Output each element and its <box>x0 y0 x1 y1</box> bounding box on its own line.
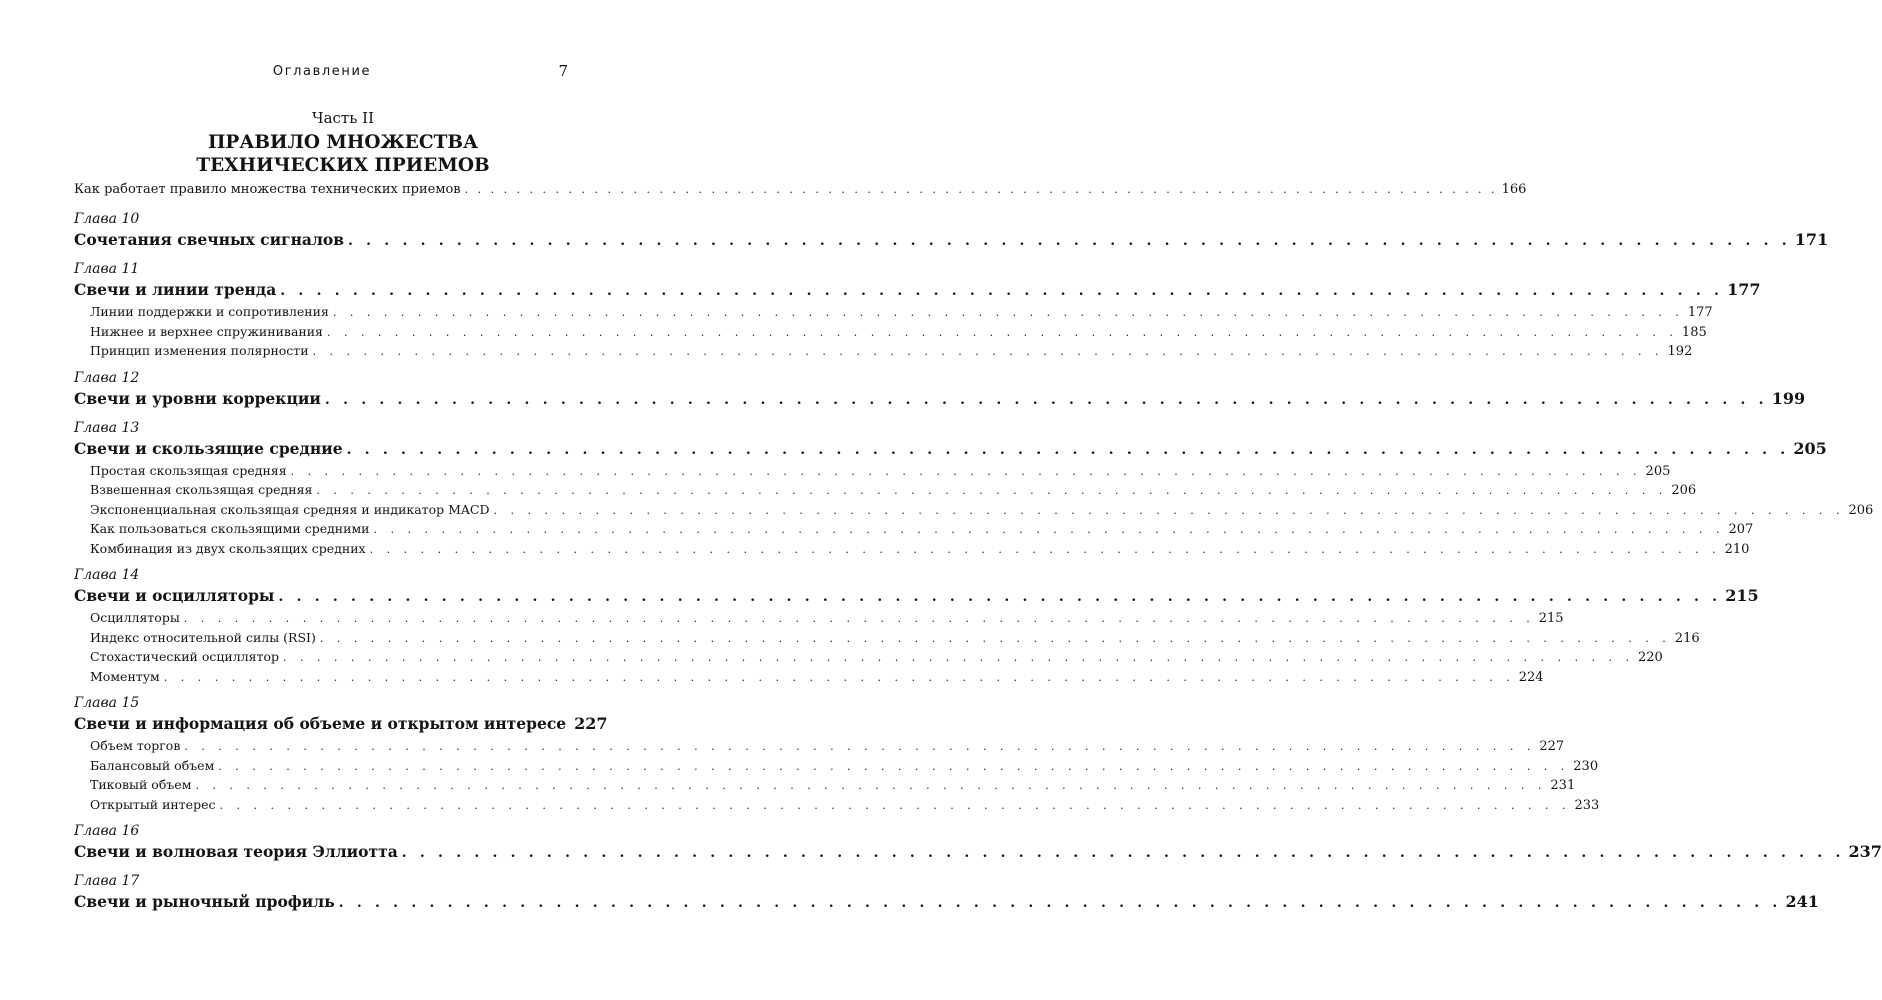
chapter-title: Свечи и осцилляторы <box>74 586 275 605</box>
dot-leader: . . . . . . . . . . . . . . . . . . . . . . . . . . . . . . . . . . . . . . . . . . . . . . . . . . . . . . . . . . . . . . . . . . . . . . . . . . . . . . . . <box>493 503 1845 517</box>
section-page: 207 <box>1728 522 1754 537</box>
section-title: Стохастический осциллятор <box>90 649 279 664</box>
section-page: 185 <box>1681 324 1707 340</box>
section-entry[interactable] <box>74 461 1671 481</box>
dot-leader: . . . . . . . . . . . . . . . . . . . . . . . . . . . . . . . . . . . . . . . . . . . . . . . . . . . . . . . . . . . . . . . . . . . . . . . . . . . . . . . . <box>195 779 1547 792</box>
section-entry[interactable] <box>74 667 1544 687</box>
section-entry[interactable] <box>74 608 1564 628</box>
chapter-page: 199 <box>1771 388 1806 408</box>
dot-leader: . . . . . . . . . . . . . . . . . . . . . . . . . . . . . . . . . . . . . . . . . . . . . . . . . . . . . . . . . . . . . . . . . . . . . . . . . . . . . . . . <box>290 464 1642 478</box>
dot-leader: . . . . . . . . . . . . . . . . . . . . . . . . . . . . . . . . . . . . . . . . . . . . . . . . . . . . . . . . . . . . . . . . . . . . . . . . . . . . . . . . <box>464 183 1498 196</box>
table-of-contents <box>74 180 1882 922</box>
chapter-title: Свечи и информация об объеме и открытом интересе <box>74 714 567 733</box>
section-entry[interactable] <box>74 795 1600 815</box>
chapter-title: Свечи и скользящие средние <box>74 438 343 458</box>
chapter-title: Свечи и рыночный профиль <box>74 892 335 911</box>
section-title: Как пользоваться скользящими средними <box>90 521 370 536</box>
dot-leader: . . . . . . . . . . . . . . . . . . . . . . . . . . . . . . . . . . . . . . . . . . . . . . . . . . . . . . . . . . . . . . . . . . . . . . . . . . . . . . . . <box>312 345 1664 358</box>
chapter-entry[interactable] <box>74 228 1829 252</box>
section-page: 220 <box>1637 650 1663 665</box>
section-entry[interactable] <box>74 480 1697 500</box>
chapter-label: Глава 13 <box>74 419 140 436</box>
dot-leader: . . . . . . . . . . . . . . . . . . . . . . . . . . . . . . . . . . . . . . . . . . . . . . . . . . . . . . . . . . . . . . . . . . . . . . . . . . . . . . . . <box>348 233 1791 249</box>
chapter-block <box>74 210 1829 252</box>
section-title: Открытый интерес <box>90 796 216 812</box>
dot-leader: . . . . . . . . . . . . . . . . . . . . . . . . . . . . . . . . . . . . . . . . . . . . . . . . . . . . . . . . . . . . . . . . . . . . . . . . . . . . . . . . <box>218 759 1570 773</box>
chapter-label: Глава 10 <box>74 211 140 227</box>
part-label: Часть II <box>311 109 375 127</box>
chapter-page: 215 <box>1725 586 1759 605</box>
section-title: Тиковый объем <box>90 777 192 792</box>
dot-leader: . . . . . . . . . . . . . . . . . . . . . . . . . . . . . . . . . . . . . . . . . . . . . . . . . . . . . . . . . . . . . . . . . . . . . . . . . . . . . . . . <box>332 306 1684 319</box>
section-entry[interactable] <box>74 341 1693 361</box>
dot-leader: . . . . . . . . . . . . . . . . . . . . . . . . . . . . . . . . . . . . . . . . . . . . . . . . . . . . . . . . . . . . . . . . . . . . . . . . . . . . . . . . <box>326 325 1678 339</box>
section-entry[interactable] <box>74 322 1707 342</box>
page-header <box>74 64 570 86</box>
section-entry[interactable] <box>74 736 1565 756</box>
chapter-title: Свечи и волновая теория Эллиотта <box>74 842 398 861</box>
section-entry[interactable] <box>74 647 1663 667</box>
section-entry[interactable] <box>74 756 1599 776</box>
chapter-entry[interactable] <box>74 584 1759 608</box>
chapter-block <box>74 260 1761 361</box>
part-heading <box>0 108 686 177</box>
chapter-page: 205 <box>1793 438 1827 458</box>
dot-leader: . . . . . . . . . . . . . . . . . . . . . . . . . . . . . . . . . . . . . . . . . . . . . . . . . . . . . . . . . . . . . . . . . . . . . . . . . . . . . . . . <box>369 542 1721 556</box>
part-title: ПРАВИЛО МНОЖЕСТВА ТЕХНИЧЕСКИХ ПРИЕМОВ <box>196 132 490 176</box>
dot-leader: . . . . . . . . . . . . . . . . . . . . . . . . . . . . . . . . . . . . . . . . . . . . . . . . . . . . . . . . . . . . . . . . . . . . . . . . . . . . . . . . <box>401 845 1845 861</box>
dot-leader: . . . . . . . . . . . . . . . . . . . . . . . . . . . . . . . . . . . . . . . . . . . . . . . . . . . . . . . . . . . . . . . . . . . . . . . . . . . . . . . . <box>184 740 1536 753</box>
section-page: 224 <box>1518 669 1544 685</box>
section-title: Нижнее и верхнее спружинивания <box>90 323 323 339</box>
section-title: Объем торгов <box>90 738 181 753</box>
chapter-block <box>74 369 1806 411</box>
dot-leader: . . . . . . . . . . . . . . . . . . . . . . . . . . . . . . . . . . . . . . . . . . . . . . . . . . . . . . . . . . . . . . . . . . . . . . . . . . . . . . . . <box>183 612 1535 625</box>
section-title: Осцилляторы <box>90 610 180 625</box>
dot-leader: . . . . . . . . . . . . . . . . . . . . . . . . . . . . . . . . . . . . . . . . . . . . . . . . . . . . . . . . . . . . . . . . . . . . . . . . . . . . . . . . <box>338 895 1782 911</box>
chapter-label: Глава 15 <box>74 695 140 711</box>
chapter-block <box>74 566 1759 686</box>
chapter-page: 171 <box>1794 230 1829 249</box>
chapter-entry[interactable] <box>74 278 1761 302</box>
chapter-block <box>74 419 1874 559</box>
section-entry[interactable] <box>74 775 1576 795</box>
dot-leader: . . . . . . . . . . . . . . . . . . . . . . . . . . . . . . . . . . . . . . . . . . . . . . . . . . . . . . . . . . . . . . . . . . . . . . . . . . . . . . . . <box>282 651 1634 664</box>
chapter-entry[interactable] <box>74 890 1819 914</box>
dot-leader: . . . . . . . . . . . . . . . . . . . . . . . . . . . . . . . . . . . . . . . . . . . . . . . . . . . . . . . . . . . . . . . . . . . . . . . . . . . . . . . . <box>278 589 1722 605</box>
page-number: 7 <box>558 62 568 80</box>
chapter-page: 177 <box>1727 280 1761 299</box>
dot-leader: . . . . . . . . . . . . . . . . . . . . . . . . . . . . . . . . . . . . . . . . . . . . . . . . . . . . . . . . . . . . . . . . . . . . . . . . . . . . . . . . <box>324 391 1768 408</box>
chapter-page: 237 <box>1848 842 1882 861</box>
section-page: 231 <box>1550 778 1576 793</box>
section-entry[interactable] <box>74 539 1750 559</box>
toc-entry-page: 166 <box>1501 182 1527 197</box>
section-title: Экспоненциальная скользящая средняя и индикатор MACD <box>90 501 490 517</box>
dot-leader: . . . . . . . . . . . . . . . . . . . . . . . . . . . . . . . . . . . . . . . . . . . . . . . . . . . . . . . . . . . . . . . . . . . . . . . . . . . . . . . . <box>373 523 1725 536</box>
section-entry[interactable] <box>74 519 1754 539</box>
chapter-label: Глава 17 <box>74 873 140 889</box>
dot-leader: . . . . . . . . . . . . . . . . . . . . . . . . . . . . . . . . . . . . . . . . . . . . . . . . . . . . . . . . . . . . . . . . . . . . . . . . . . . . . . . . <box>319 631 1671 645</box>
toc-entry-title: Как работает правило множества технических приемов <box>74 182 461 197</box>
chapter-title: Сочетания свечных сигналов <box>74 230 345 249</box>
chapter-entry[interactable] <box>74 840 1882 864</box>
section-title: Балансовый объем <box>90 757 215 773</box>
section-page: 230 <box>1573 758 1599 774</box>
chapter-entry[interactable] <box>74 712 608 736</box>
section-page: 192 <box>1667 344 1693 359</box>
chapter-entry[interactable] <box>74 437 1827 461</box>
chapter-label: Глава 12 <box>74 369 140 386</box>
chapter-page: 227 <box>574 714 608 733</box>
dot-leader: . . . . . . . . . . . . . . . . . . . . . . . . . . . . . . . . . . . . . . . . . . . . . . . . . . . . . . . . . . . . . . . . . . . . . . . . . . . . . . . . <box>316 484 1668 497</box>
section-title: Комбинация из двух скользящих средних <box>90 540 366 556</box>
dot-leader: . . . . . . . . . . . . . . . . . . . . . . . . . . . . . . . . . . . . . . . . . . . . . . . . . . . . . . . . . . . . . . . . . . . . . . . . . . . . . . . . <box>280 283 1724 299</box>
chapter-title: Свечи и линии тренда <box>74 280 277 299</box>
chapter-label: Глава 11 <box>74 261 140 277</box>
section-page: 227 <box>1539 739 1565 754</box>
chapter-block <box>74 822 1882 864</box>
section-page: 215 <box>1538 611 1564 626</box>
chapter-entry[interactable] <box>74 387 1806 411</box>
dot-leader: . . . . . . . . . . . . . . . . . . . . . . . . . . . . . . . . . . . . . . . . . . . . . . . . . . . . . . . . . . . . . . . . . . . . . . . . . . . . . . . . <box>219 798 1571 812</box>
section-page: 216 <box>1674 630 1700 646</box>
chapter-block <box>74 694 1600 814</box>
chapter-page: 241 <box>1785 892 1819 911</box>
section-entry[interactable] <box>74 628 1700 648</box>
dot-leader: . . . . . . . . . . . . . . . . . . . . . . . . . . . . . . . . . . . . . . . . . . . . . . . . . . . . . . . . . . . . . . . . . . . . . . . . . . . . . . . . <box>346 441 1790 458</box>
section-title: Принцип изменения полярности <box>90 343 309 358</box>
section-title: Взвешенная скользящая средняя <box>90 482 313 497</box>
section-title: Простая скользящая средняя <box>90 462 287 478</box>
chapter-block <box>74 872 1819 914</box>
chapter-label: Глава 16 <box>74 823 140 839</box>
section-page: 233 <box>1574 797 1600 813</box>
section-page: 206 <box>1671 483 1697 498</box>
section-page: 210 <box>1724 541 1750 557</box>
chapter-list <box>74 210 1882 914</box>
section-title: Линии поддержки и сопротивления <box>90 304 329 319</box>
running-head: Оглавление <box>272 64 372 79</box>
chapter-title: Свечи и уровни коррекции <box>74 388 321 408</box>
section-page: 206 <box>1848 502 1874 518</box>
section-page: 205 <box>1645 463 1671 479</box>
section-entry[interactable] <box>74 302 1713 322</box>
section-title: Моментум <box>90 668 160 684</box>
section-title: Индекс относительной силы (RSI) <box>90 629 316 645</box>
toc-intro-entry[interactable] <box>74 180 1527 200</box>
dot-leader: . . . . . . . . . . . . . . . . . . . . . . . . . . . . . . . . . . . . . . . . . . . . . . . . . . . . . . . . . . . . . . . . . . . . . . . . . . . . . . . . <box>163 670 1515 684</box>
section-entry[interactable] <box>74 500 1874 520</box>
section-page: 177 <box>1687 305 1713 320</box>
chapter-label: Глава 14 <box>74 567 140 583</box>
